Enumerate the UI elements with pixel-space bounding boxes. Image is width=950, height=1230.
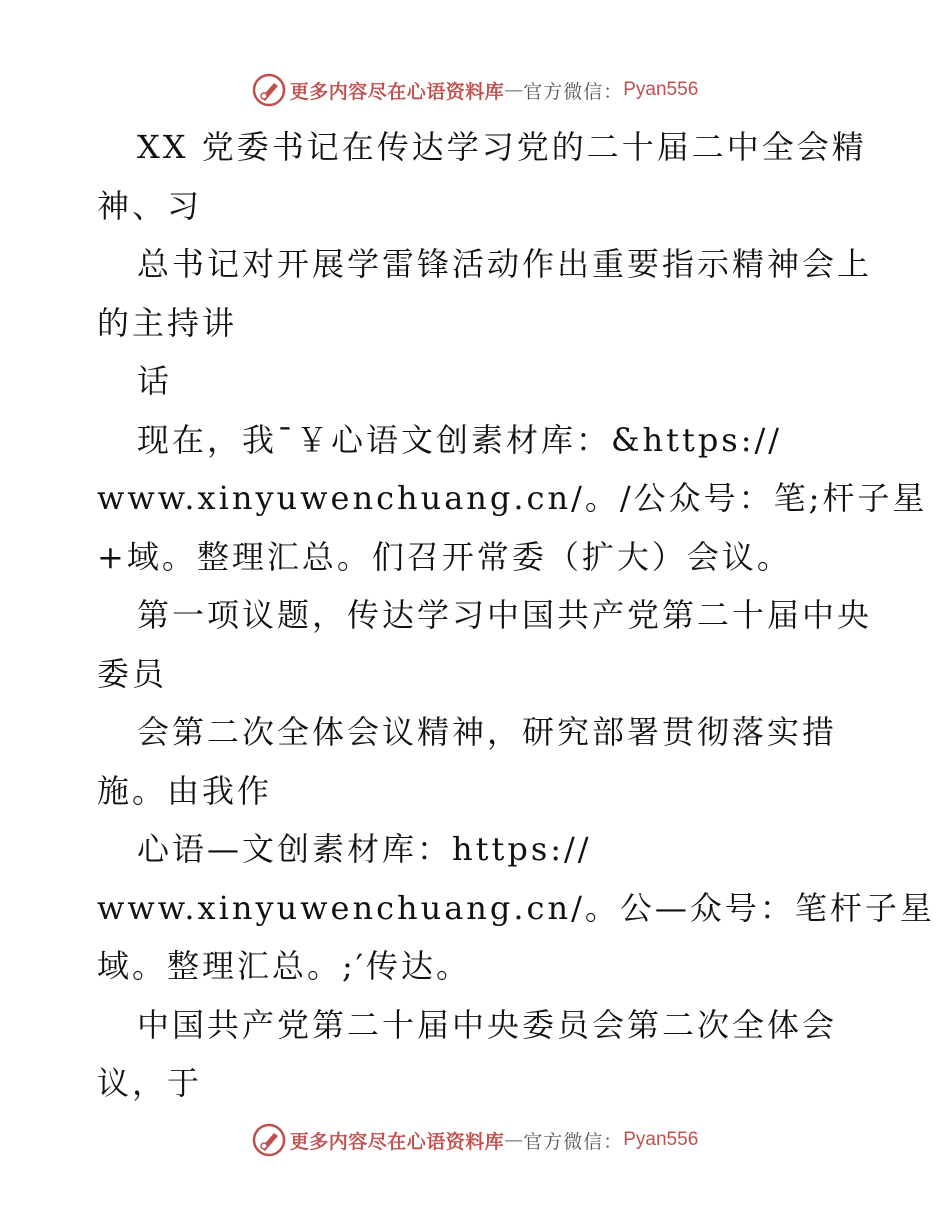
text-line: 第一项议题，传达学习中国共产党第二十届中央	[137, 596, 873, 634]
text-line: 域。整理汇总。;′传达。	[97, 947, 472, 985]
banner-wechat-id: Pyan556	[623, 79, 699, 100]
banner-text: 更多内容尽在心语资料库	[289, 80, 505, 103]
text-line: 总书记对开展学雷锋活动作出重要指示精神会上	[137, 245, 873, 283]
text-line: 的主持讲	[97, 303, 238, 342]
banner-wechat-label: 官方微信：	[523, 1130, 624, 1153]
text-line: 施。由我作	[97, 771, 273, 810]
text-line: www.xinyuwenchuang.cn/。公—众号：笔杆子星	[97, 888, 935, 927]
text-line: 心语—文创素材库：https://	[137, 830, 592, 868]
header-watermark-banner	[0, 70, 950, 110]
text-line: 委员	[97, 654, 168, 693]
banner-dash: —	[504, 79, 524, 101]
banner-text: 更多内容尽在心语资料库	[289, 1130, 505, 1153]
banner-wechat-id: Pyan556	[623, 1129, 699, 1150]
pen-logo-icon	[252, 73, 286, 107]
text-line: 中国共产党第二十届中央委员会第二次全体会	[137, 1005, 838, 1044]
banner-dash: —	[504, 1129, 524, 1151]
footer-watermark-banner	[0, 1120, 950, 1160]
text-line: 会第二次全体会议精神，研究部署贯彻落实措	[137, 713, 838, 751]
text-line: 现在，我¯￥心语文创素材库：&https://	[137, 420, 783, 459]
text-line: 神、习	[97, 186, 203, 225]
document-body	[97, 118, 935, 1113]
text-line: www.xinyuwenchuang.cn/。/公众号：笔;杆子星	[97, 479, 928, 517]
banner-wechat-label: 官方微信：	[523, 80, 624, 103]
text-line: 话	[137, 362, 173, 400]
text-line: +域。整理汇总。们召开常委（扩大）会议。	[97, 537, 792, 576]
text-line: 议，于	[97, 1064, 203, 1102]
pen-logo-icon	[252, 1123, 286, 1157]
text-line: XX 党委书记在传达学习党的二十届二中全会精	[137, 128, 867, 166]
